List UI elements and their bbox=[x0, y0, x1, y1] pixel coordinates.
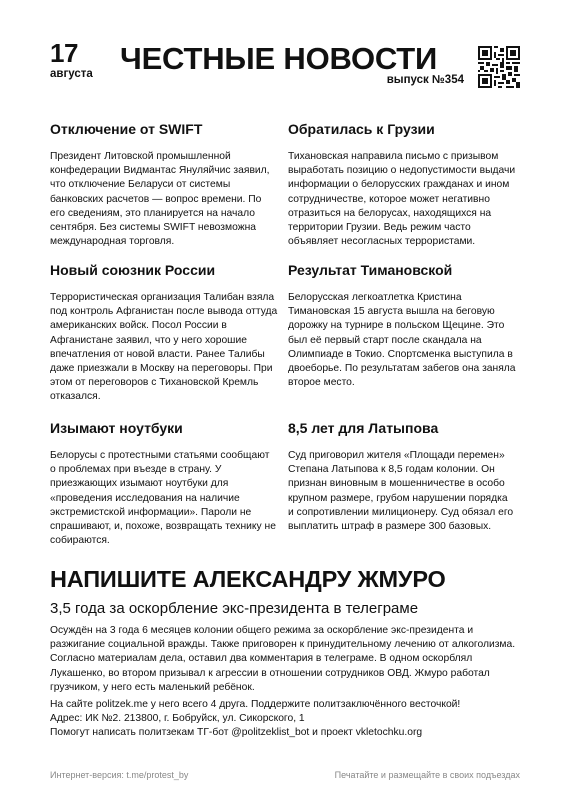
contact-line: На сайте politzek.me у него всего 4 друга. Поддержите политзаключённого весточкой! bbox=[50, 699, 461, 710]
footer-web-version: Интернет-версия: t.me/protest_by bbox=[50, 770, 189, 780]
date-day: 17 bbox=[50, 38, 78, 68]
feature-body: Осуждён на 3 года 6 месяцев колонии общего режима за оскорбление экс-президента и разжигание социальной вражды. Также приговорен к принудительному лечению от алкоголизма. Согласно материалам дела, оставил два комментария в телеграме. В одном оскорблял Лукашенко, во втором призывал к агрессии в отношении сотрудников ОВД. Жмуро работал грузчиком, у него есть маленький ребёнок. bbox=[50, 625, 516, 693]
article-latypov bbox=[288, 420, 516, 534]
issue-number: выпуск №354 bbox=[386, 74, 464, 86]
article-title: Отключение от SWIFT bbox=[50, 121, 203, 137]
contact-line: Помогут написать политзекам ТГ-бот @politzeklist_bot и проект vkletochku.org bbox=[50, 727, 423, 739]
issue-date bbox=[50, 40, 93, 81]
article-body: Суд приговорил жителя «Площади перемен» Степана Латыпова к 8,5 годам колонии. Он признан виновным в мошенничестве в особо крупном размере, грубом нарушении порядка и сопротивлении милиционеру. Суд обязал его выплатить штраф в размере 300 базовых. bbox=[288, 450, 514, 533]
feature-section bbox=[50, 566, 520, 695]
feature-headline: НАПИШИТЕ АЛЕКСАНДРУ ЖМУРО bbox=[50, 566, 446, 592]
article-body: Террористическая организация Талибан взяла под контроль Афганистан после вывода оттуда американских войск. Посол России в Афганистане заявил, что у него хорошие впечатления от новой власти. Ранее Талибы даже приезжали в Москву на переговоры. При этом от переговоров с Тихановской Кремль отказался. bbox=[50, 292, 278, 403]
article-title: Обратилась к Грузии bbox=[288, 121, 435, 137]
article-title: Изымают ноутбуки bbox=[50, 420, 183, 436]
article-swift bbox=[50, 121, 278, 249]
article-georgia bbox=[288, 121, 516, 249]
article-body: Тихановская направила письмо с призывом выработать позицию о недопустимости выдачи информации о белорусских гражданах и ином сотрудничестве, которое может негативно отразиться на белорусах, находящихся на территории Грузии. Ведь режим часто объявляет несогласных террористами. bbox=[288, 151, 516, 248]
qr-code-icon bbox=[478, 46, 520, 88]
newsletter-title: ЧЕСТНЫЕ НОВОСТИ bbox=[120, 41, 438, 76]
article-body: Президент Литовской промышленной конфедерации Видмантас Януляйчис заявил, что отключение Беларуси от системы банковских расчетов — вопрос времени. По его сведениям, это планируется на начало сентября. Без системы SWIFT невозможна международная торговля. bbox=[50, 151, 270, 248]
article-body: Белорусская легкоатлетка Кристина Тимановская 15 августа вышла на беговую дорожку на турнире в польском Щецине. Это был её первый старт после скандала на Олимпиаде в Токио. Спортсменка выступила в двоеборье. По результатам забегов она заняла второе место. bbox=[288, 292, 516, 389]
article-laptops bbox=[50, 420, 278, 548]
article-body: Белорусы с протестными статьями сообщают о проблемах при въезде в страну. У приезжающих изымают ноутбуки для «проведения исследования на наличие экстремистской информации». Пароли не спрашивают, и, похоже, возвращать технику не собираются. bbox=[50, 450, 276, 547]
feature-subheadline: 3,5 года за оскорбление экс-президента в телеграме bbox=[50, 600, 419, 617]
footer-print-note: Печатайте и размещайте в своих подъездах bbox=[334, 770, 520, 780]
article-title: Новый союзник России bbox=[50, 262, 216, 278]
contact-info bbox=[50, 698, 520, 741]
date-month: августа bbox=[50, 68, 93, 80]
article-timanovskaya bbox=[288, 262, 516, 390]
contact-address: Адрес: ИК №2. 213800, г. Бобруйск, ул. Сикорского, 1 bbox=[50, 713, 305, 725]
masthead bbox=[50, 40, 520, 96]
article-title: Результат Тимановской bbox=[288, 262, 453, 278]
article-taliban bbox=[50, 262, 278, 405]
article-title: 8,5 лет для Латыпова bbox=[288, 420, 439, 436]
